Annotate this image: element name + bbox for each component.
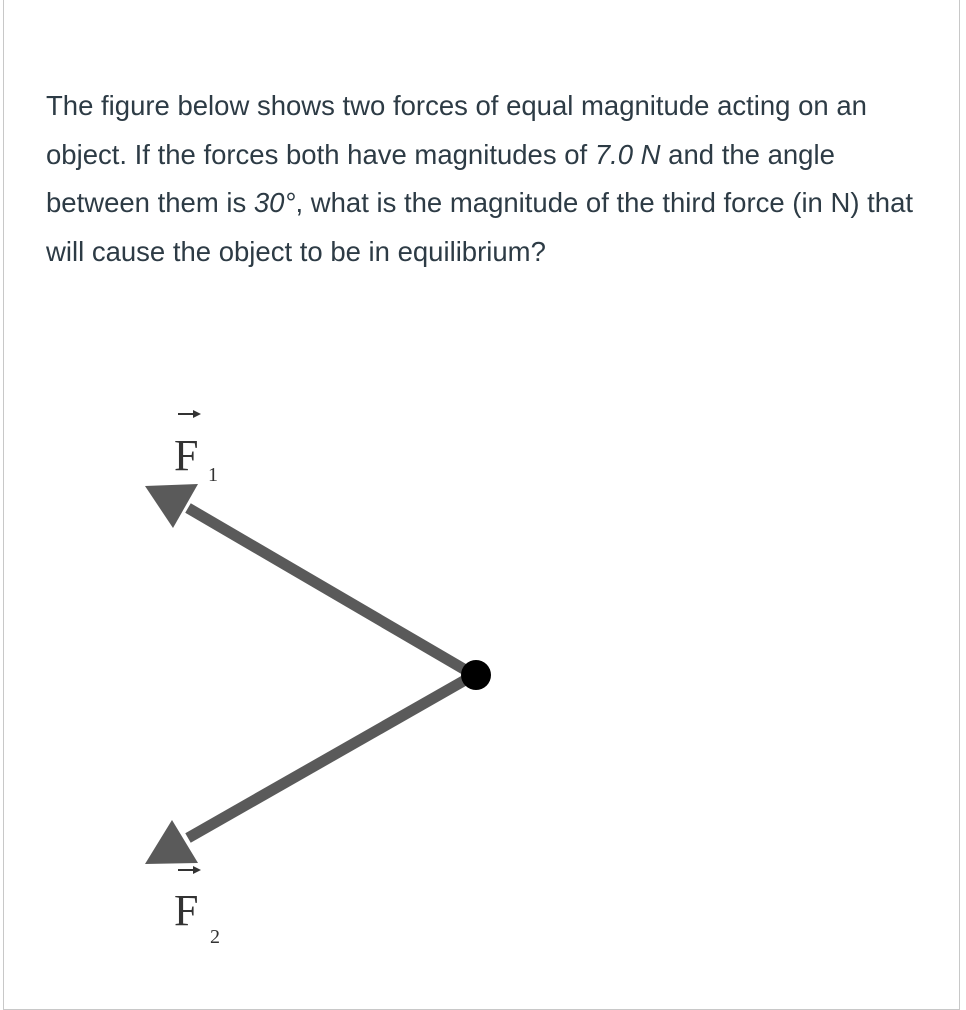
angle-value: 30°: [253, 187, 296, 218]
force2-subscript: 2: [210, 926, 220, 948]
force-magnitude-value: 7.0 N: [594, 138, 661, 170]
question-part3: , what is the magnitude of the third force (in N) that will cause the object to be in equilibrium?: [46, 187, 914, 267]
force1-symbol: F: [174, 431, 199, 480]
force1-subscript: 1: [208, 464, 218, 486]
question-part2: and the angle between them is: [46, 138, 835, 218]
question-text: [46, 82, 926, 276]
force2-symbol: F: [174, 886, 199, 935]
question-part1: The figure below shows two forces of equal magnitude acting on an object. If the forces both have magnitudes of: [46, 90, 867, 170]
